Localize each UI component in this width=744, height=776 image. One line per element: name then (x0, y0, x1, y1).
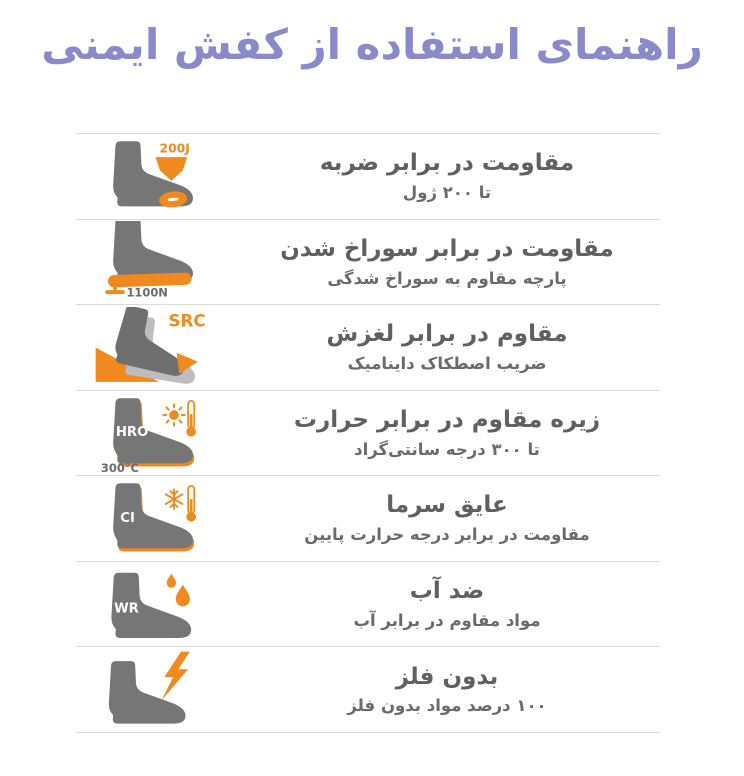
feature-title: ضد آب (409, 578, 485, 605)
lightning-icon (162, 652, 190, 700)
impact-text (226, 149, 660, 203)
feature-subtitle: تا ۳۰۰ درجه سانتی‌گراد (354, 439, 540, 459)
puncture-text (226, 235, 660, 289)
heat-text (226, 406, 660, 460)
feature-subtitle: مقاومت در برابر درجه حرارت پایین (304, 525, 590, 545)
metal-free-icon-cell (76, 649, 226, 730)
snowflake-icon (166, 490, 183, 509)
slip-text (226, 320, 660, 374)
feature-row-heat (76, 391, 660, 477)
thermometer-icon (186, 400, 196, 436)
heat-hro-label: HRO (115, 424, 149, 440)
impact-boot-icon (93, 136, 211, 217)
slip-boot-icon (93, 307, 211, 388)
feature-row-metal-free (76, 647, 660, 733)
feature-subtitle: تا ۲۰۰ ژول (402, 183, 492, 203)
feature-list (76, 133, 660, 733)
metal-free-boot-icon (93, 649, 211, 730)
feature-row-impact (76, 134, 660, 220)
cold-icon-cell (76, 478, 226, 559)
feature-title: بدون فلز (395, 663, 499, 690)
puncture-boot-icon (93, 221, 211, 302)
feature-subtitle: پارچه مقاوم به سوراخ شدگی (327, 268, 567, 288)
water-wr-label: WR (114, 601, 139, 617)
sun-icon (163, 404, 184, 425)
falling-weight-icon (156, 157, 188, 181)
feature-title: زیره مقاوم در برابر حرارت (293, 406, 601, 433)
puncture-newton-label: 1100N (126, 286, 168, 301)
heat-boot-icon (93, 393, 211, 474)
feature-subtitle: ۱۰۰ درصد مواد بدون فلز (347, 696, 547, 716)
feature-subtitle: مواد مقاوم در برابر آب (353, 610, 541, 630)
slip-icon-cell (76, 307, 226, 388)
water-icon-cell (76, 564, 226, 645)
heat-icon-cell (76, 393, 226, 474)
slip-src-label: SRC (168, 310, 206, 331)
feature-row-cold (76, 476, 660, 562)
cold-boot-icon (93, 478, 211, 559)
feature-title: مقاومت در برابر سوراخ شدن (280, 235, 614, 262)
heat-temp-label: 300°C (100, 460, 139, 474)
water-drop-icon (167, 573, 190, 606)
puncture-icon-cell (76, 221, 226, 302)
feature-row-slip (76, 305, 660, 391)
metal-free-text (226, 663, 660, 717)
feature-row-puncture (76, 220, 660, 306)
feature-title: مقاوم در برابر لغزش (326, 321, 568, 348)
feature-row-water (76, 562, 660, 648)
page-title: راهنمای استفاده از کفش ایمنی (41, 20, 703, 69)
feature-title: مقاومت در برابر ضربه (319, 150, 575, 177)
thermometer-icon (186, 486, 196, 522)
impact-icon-cell (76, 136, 226, 217)
water-boot-icon (93, 564, 211, 645)
boot-silhouette (113, 221, 193, 282)
feature-subtitle: ضریب اصطکاک داینامیک (347, 354, 547, 374)
cold-text (226, 491, 660, 545)
feature-title: عایق سرما (386, 492, 508, 519)
impact-joule-label: 200J (159, 141, 190, 156)
water-text (226, 577, 660, 631)
cold-ci-label: CI (120, 511, 135, 527)
